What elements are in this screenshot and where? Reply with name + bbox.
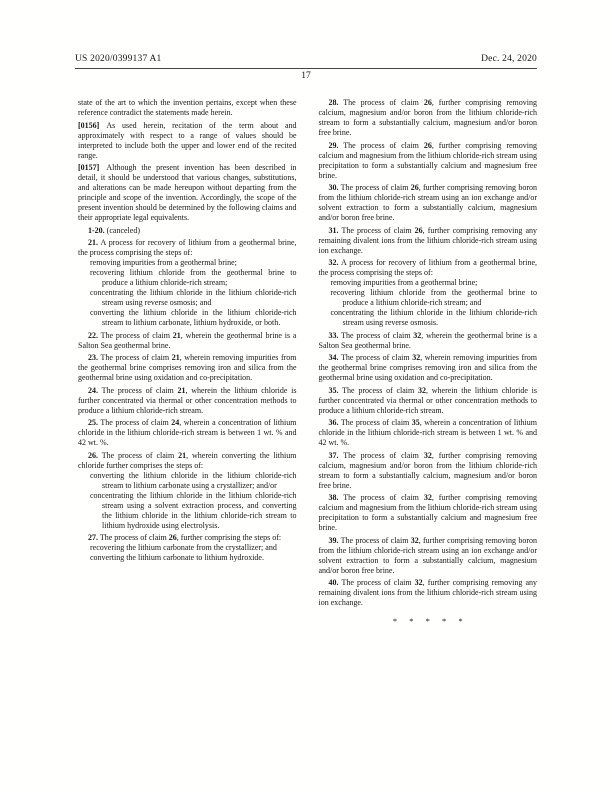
claim-step: concentrating the lithium chloride in the lithium chloride-rich stream using reverse osmosis. [330, 308, 537, 327]
claim-step: converting the lithium chloride in the lithium chloride-rich stream to lithium carbonate using a crystallizer; and/or [90, 470, 297, 490]
claim-36 [319, 418, 538, 448]
paragraph-0156 [78, 121, 297, 161]
claim-reference: 32 [410, 535, 419, 545]
paragraph-0157 [78, 163, 297, 223]
claim-reference: 35 [411, 418, 420, 427]
claim-text: 24. The process of claim 21, wherein the lithium chloride is further concentrated via thermal or other concentration methods to produce a lithium chloride-rich stream. [78, 385, 297, 415]
claim-number: 31. [328, 225, 339, 235]
claim-step: converting the lithium carbonate to lithium hydroxide. [90, 553, 264, 562]
claim-number: 1-20. [88, 225, 105, 235]
claim-33 [319, 331, 538, 351]
claim-29 [319, 141, 538, 181]
claims-end-marker: * * * * * [392, 616, 463, 626]
claim-number: 29. [328, 140, 339, 150]
claim-39 [319, 536, 538, 576]
claim-number: 37. [328, 450, 339, 460]
claim-number: 22. [88, 330, 98, 340]
claim-number: 34. [328, 353, 339, 362]
claim-reference: 21 [177, 385, 186, 395]
claim-text: 21. A process for recovery of lithium from a geothermal brine, the process comprising the steps of: [78, 238, 297, 257]
claim-text: 37. The process of claim 32, further comprising removing calcium, magnesium and/or boron from the lithium chloride-rich stream to form a substantially calcium, magnesium and/or boron free brine. [318, 450, 538, 490]
claim-step: recovering lithium chloride from the geothermal brine to produce a lithium chloride-rich stream; and [330, 288, 537, 307]
claim-reference: 21 [171, 353, 180, 362]
claim-24 [78, 386, 297, 416]
publication-date: Dec. 24, 2020 [481, 54, 537, 64]
claim-28 [319, 98, 538, 138]
claim-31 [319, 226, 538, 256]
claim-reference: 32 [413, 330, 422, 340]
claim-number: 21. [88, 238, 98, 247]
claim-38 [319, 493, 538, 533]
claim-reference: 26 [168, 533, 177, 542]
paragraph-tag: [0157] [78, 163, 100, 172]
content-columns [78, 98, 537, 629]
claim-step: removing impurities from a geothermal brine; [90, 258, 237, 267]
claim-text: 1-20. (canceled) [88, 225, 140, 235]
claim-35 [319, 386, 538, 416]
claim-32 [319, 258, 538, 328]
claim-number: 23. [88, 353, 98, 362]
claim-step: recovering the lithium carbonate from the crystallizer; and [90, 543, 277, 552]
claim-reference: 32 [414, 578, 423, 587]
claim-reference: 26 [410, 183, 419, 192]
claim-text: 32. A process for recovery of lithium from a geothermal brine, the process comprising the steps of: [318, 258, 538, 277]
claim-26 [78, 451, 297, 531]
claim-text: 38. The process of claim 32, further comprising removing calcium and magnesium from the lithium chloride-rich stream using precipitation to form a substantially calcium and magnesium free brine. [318, 493, 538, 532]
claim-number: 39. [328, 535, 339, 545]
body-paragraph [78, 98, 297, 118]
claim-number: 40. [328, 578, 339, 587]
claim-34 [319, 353, 538, 383]
header-divider [75, 68, 537, 69]
claim-text: 26. The process of claim 21, wherein converting the lithium chloride further comprises the steps of: [78, 450, 297, 470]
claim-step: removing impurities from a geothermal brine; [330, 278, 478, 287]
claim-text: 35. The process of claim 32, wherein the lithium chloride is further concentrated via thermal or other concentration methods to produce a lithium chloride-rich stream. [318, 385, 537, 415]
claim-reference: 26 [414, 225, 423, 235]
claim-reference: 21 [178, 450, 187, 460]
claim-number: 30. [328, 183, 339, 192]
claim-text: 39. The process of claim 32, further comprising removing boron from the lithium chloride-rich stream using an ion exchange and/or solvent extraction to form a substantially calcium, magnesium and/or boron free brine. [318, 535, 537, 575]
page-number: 17 [301, 71, 311, 81]
right-column [319, 98, 538, 629]
claim-reference: 26 [423, 98, 432, 107]
claim-27 [78, 533, 297, 563]
claim-text: 28. The process of claim 26, further comprising removing calcium, magnesium and/or boron from the lithium chloride-rich stream to form a substantially calcium, magnesium and/or boron free brine. [318, 98, 538, 137]
claim-reference: 32 [412, 353, 421, 362]
claim-23 [78, 353, 297, 383]
claim-number: 27. [88, 533, 98, 542]
left-column [78, 98, 297, 629]
claim-step: recovering lithium chloride from the geothermal brine to produce a lithium chloride-rich stream; [90, 268, 297, 287]
claim-text: 40. The process of claim 32, further comprising removing any remaining divalent ions from the lithium chloride-rich stream using ion exchange. [318, 578, 537, 607]
paragraph-tag: [0156] [78, 120, 100, 130]
claim-reference: 21 [172, 330, 181, 340]
claim-text: 30. The process of claim 26, further comprising removing boron from the lithium chloride-rich stream using an ion exchange and/or solvent extraction to form a substantially calcium, magnesium and/or boron free brine. [318, 183, 537, 222]
publication-number: US 2020/0399137 A1 [75, 54, 162, 64]
claim-text: 31. The process of claim 26, further comprising removing any remaining divalent ions from the lithium chloride-rich stream using ion exchange. [318, 225, 537, 255]
claim-number: 38. [328, 493, 339, 502]
claim-number: 33. [328, 330, 339, 340]
claim-reference: 24 [171, 418, 180, 427]
claim-text: 22. The process of claim 21, wherein the geothermal brine is a Salton Sea geothermal brine. [78, 330, 297, 350]
claim-number: 24. [88, 385, 98, 395]
paragraph-text: [0156] As used herein, recitation of the term about and approximately with respect to a range of values should be interpreted to include both the upper and lower end of the recited range. [78, 120, 297, 160]
claim-number: 32. [328, 258, 339, 267]
claim-number: 26. [88, 450, 98, 460]
paragraph-text: [0157] Although the present invention has been described in detail, it should be understood that various changes, substitutions, and alterations can be made hereupon without departing from the principle and scope of the invention. Accordingly, the scope of the present invention should be determined by the following claims and their appropriate legal equivalents. [78, 163, 297, 222]
claim-40 [319, 578, 538, 608]
claim-text: 25. The process of claim 24, wherein a concentration of lithium chloride in the lithium chloride-rich stream is between 1 wt. % and 42 wt. %. [78, 418, 297, 447]
claim-text: 34. The process of claim 32, wherein removing impurities from the geothermal brine comprises removing iron and silica from the geothermal brine using oxidation and co-precipitation. [318, 353, 537, 382]
claim-step: concentrating the lithium chloride in the lithium chloride-rich stream using reverse osmosis; and [90, 288, 297, 307]
claim-text: 36. The process of claim 35, wherein a concentration of lithium chloride in the lithium chloride-rich stream is between 1 wt. % and 42 wt. %. [318, 418, 537, 447]
claim-number: 25. [88, 418, 98, 427]
claim-reference: 32 [423, 493, 432, 502]
claim-1-20 [78, 226, 297, 236]
claim-step: converting the lithium chloride in the lithium chloride-rich stream to lithium carbonate, lithium hydroxide, or both. [90, 308, 297, 327]
claim-text: 27. The process of claim 26, further comprising the steps of: [88, 533, 282, 542]
claim-25 [78, 418, 297, 448]
claim-37 [319, 451, 538, 491]
claim-reference: 26 [423, 140, 432, 150]
claim-text: 33. The process of claim 32, wherein the geothermal brine is a Salton Sea geothermal brine. [318, 330, 537, 350]
page-header [75, 54, 537, 64]
claim-22 [78, 331, 297, 351]
claim-21 [78, 238, 297, 328]
claim-number: 35. [328, 385, 339, 395]
claim-step: concentrating the lithium chloride in the lithium chloride-rich stream using a solvent extraction process, and converting the lithium chloride in the lithium chloride-rich stream to lithium hydroxide using electrolysis. [90, 490, 297, 530]
claim-text: 29. The process of claim 26, further comprising removing calcium and magnesium from the lithium chloride-rich stream using precipitation to form a substantially calcium and magnesium free brine. [318, 140, 538, 180]
claim-number: 28. [328, 98, 339, 107]
paragraph-text: state of the art to which the invention pertains, except when these reference contradict the statements made herein. [78, 98, 297, 117]
claim-30 [319, 183, 538, 223]
claim-number: 36. [328, 418, 339, 427]
claim-reference: 32 [423, 450, 432, 460]
claim-text: 23. The process of claim 21, wherein removing impurities from the geothermal brine comprises removing iron and silica from the geothermal brine using oxidation and co-precipitation. [78, 353, 297, 382]
claim-reference: 32 [418, 385, 427, 395]
